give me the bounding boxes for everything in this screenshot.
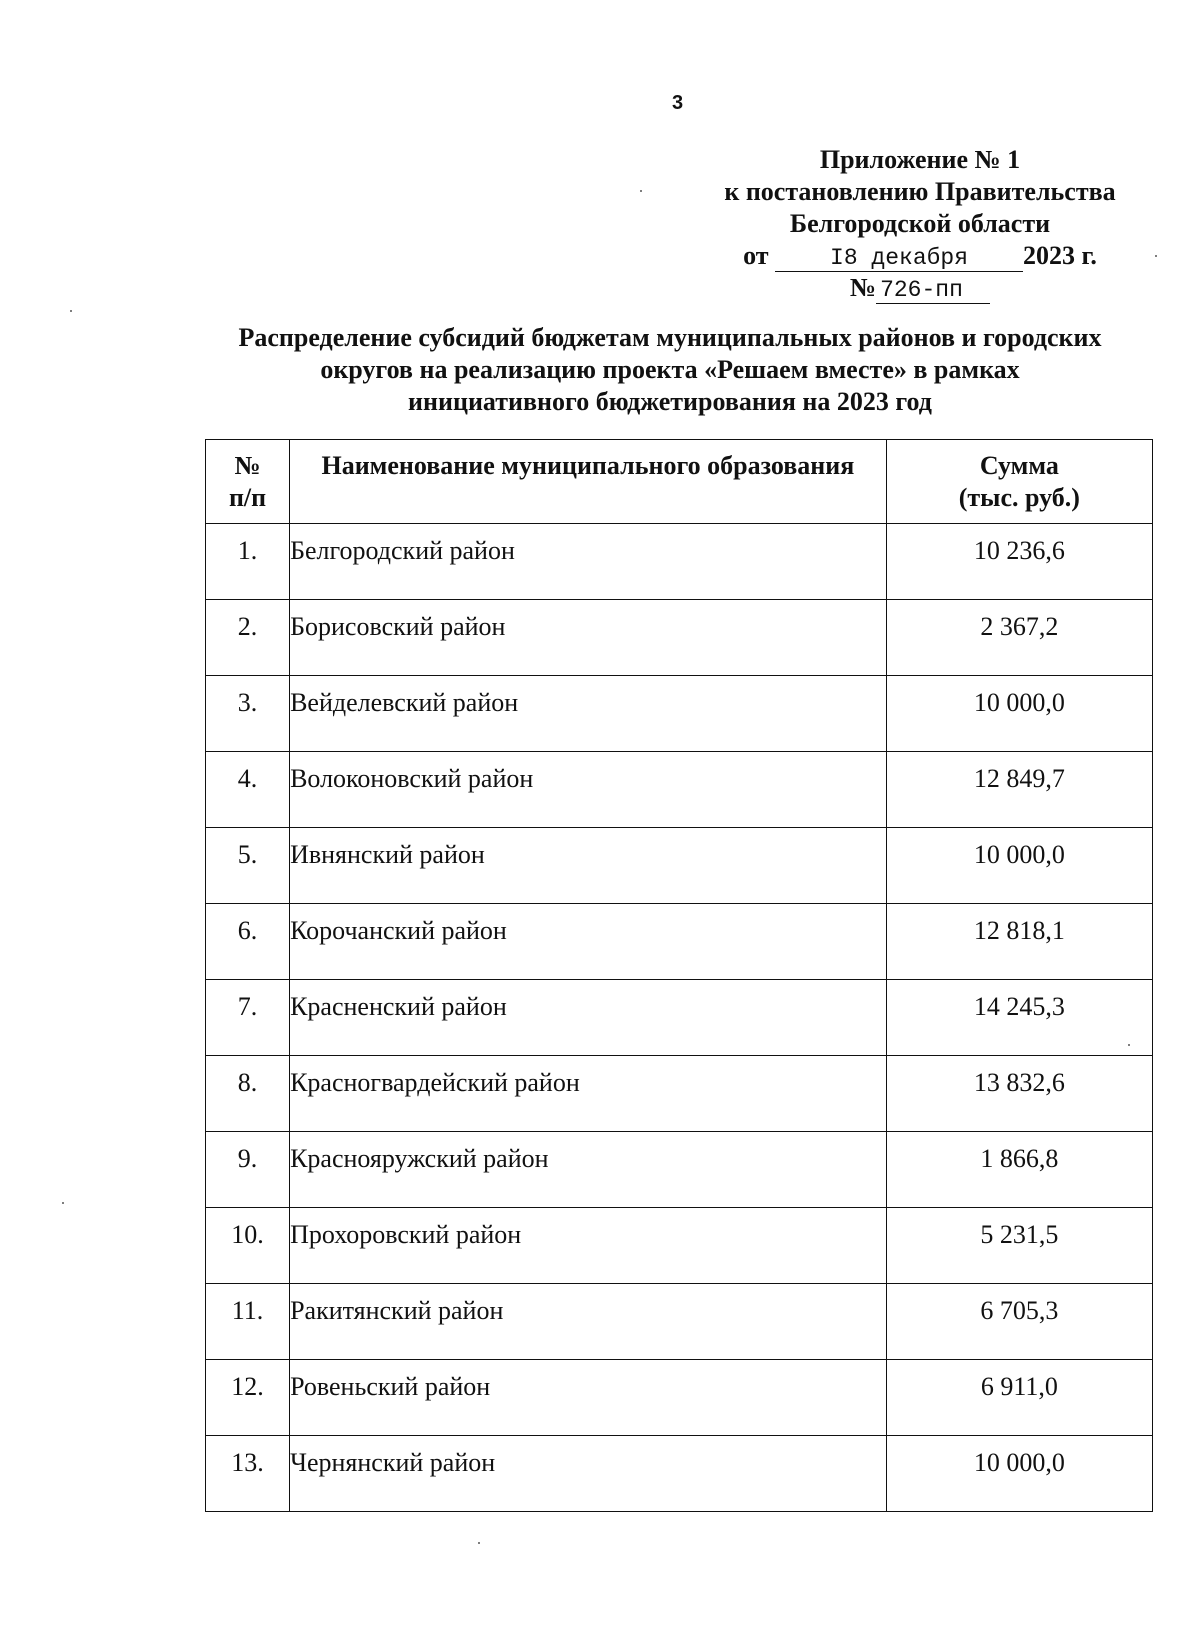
table-row bbox=[206, 1056, 1153, 1132]
document-title bbox=[200, 322, 1140, 418]
table-row bbox=[206, 904, 1153, 980]
subsidy-amount: 12 818,1 bbox=[886, 904, 1152, 980]
row-number: 8. bbox=[206, 1056, 290, 1132]
municipality-name: Ивнянский район bbox=[290, 828, 887, 904]
page-number: 3 bbox=[672, 92, 684, 114]
resolution-number: 726-пп bbox=[876, 277, 990, 304]
title-line-1: Распределение субсидий бюджетам муниципальных районов и городских bbox=[238, 323, 1102, 352]
municipality-name: Волоконовский район bbox=[290, 752, 887, 828]
header-name: Наименование муниципального образования bbox=[290, 440, 887, 524]
table-row bbox=[206, 1284, 1153, 1360]
subsidy-amount: 6 911,0 bbox=[886, 1360, 1152, 1436]
municipality-name: Вейделевский район bbox=[290, 676, 887, 752]
municipality-name: Корочанский район bbox=[290, 904, 887, 980]
scan-speck bbox=[640, 190, 642, 192]
table-row bbox=[206, 1132, 1153, 1208]
row-number: 9. bbox=[206, 1132, 290, 1208]
appendix-number-line bbox=[690, 272, 1150, 304]
municipality-name: Красненский район bbox=[290, 980, 887, 1056]
title-line-3: инициативного бюджетирования на 2023 год bbox=[408, 387, 932, 416]
row-number: 12. bbox=[206, 1360, 290, 1436]
subsidy-amount: 10 000,0 bbox=[886, 1436, 1152, 1512]
appendix-header bbox=[690, 144, 1150, 304]
table-row bbox=[206, 1360, 1153, 1436]
header-number bbox=[206, 440, 290, 524]
header-number-line1: № bbox=[234, 451, 261, 480]
header-number-line2: п/п bbox=[228, 483, 267, 512]
scan-speck bbox=[62, 1202, 64, 1204]
municipality-name: Прохоровский район bbox=[290, 1208, 887, 1284]
appendix-resolution: к постановлению Правительства bbox=[724, 177, 1116, 206]
appendix-title: Приложение № 1 bbox=[819, 145, 1021, 174]
row-number: 10. bbox=[206, 1208, 290, 1284]
subsidy-amount: 10 236,6 bbox=[886, 524, 1152, 600]
subsidy-amount: 2 367,2 bbox=[886, 600, 1152, 676]
table-row bbox=[206, 1436, 1153, 1512]
header-sum bbox=[886, 440, 1152, 524]
subsidy-amount: 12 849,7 bbox=[886, 752, 1152, 828]
scan-speck bbox=[1155, 255, 1157, 257]
table-row bbox=[206, 676, 1153, 752]
municipality-name: Ровеньский район bbox=[290, 1360, 887, 1436]
municipality-name: Борисовский район bbox=[290, 600, 887, 676]
municipality-name: Красногвардейский район bbox=[290, 1056, 887, 1132]
table-row bbox=[206, 980, 1153, 1056]
table-row bbox=[206, 828, 1153, 904]
municipality-name: Чернянский район bbox=[290, 1436, 887, 1512]
scan-speck bbox=[1128, 1044, 1130, 1046]
row-number: 2. bbox=[206, 600, 290, 676]
row-number: 3. bbox=[206, 676, 290, 752]
row-number: 4. bbox=[206, 752, 290, 828]
row-number: 6. bbox=[206, 904, 290, 980]
scan-speck bbox=[70, 310, 72, 312]
header-sum-line2: (тыс. руб.) bbox=[958, 483, 1080, 512]
table-row bbox=[206, 1208, 1153, 1284]
table-body bbox=[206, 524, 1153, 1512]
subsidy-amount: 14 245,3 bbox=[886, 980, 1152, 1056]
subsidy-amount: 6 705,3 bbox=[886, 1284, 1152, 1360]
municipality-name: Белгородский район bbox=[290, 524, 887, 600]
date-prefix: от bbox=[743, 241, 769, 270]
table-row bbox=[206, 600, 1153, 676]
row-number: 5. bbox=[206, 828, 290, 904]
subsidy-amount: 5 231,5 bbox=[886, 1208, 1152, 1284]
subsidy-amount: 1 866,8 bbox=[886, 1132, 1152, 1208]
subsidy-amount: 10 000,0 bbox=[886, 828, 1152, 904]
row-number: 7. bbox=[206, 980, 290, 1056]
date-suffix: 2023 г. bbox=[1023, 241, 1097, 270]
municipality-name: Краснояружский район bbox=[290, 1132, 887, 1208]
table-row bbox=[206, 752, 1153, 828]
table-header-row bbox=[206, 440, 1153, 524]
appendix-date-line bbox=[690, 240, 1150, 272]
resolution-date: I8 декабря bbox=[775, 245, 1023, 272]
title-line-2: округов на реализацию проекта «Решаем вместе» в рамках bbox=[320, 355, 1020, 384]
row-number: 11. bbox=[206, 1284, 290, 1360]
row-number: 1. bbox=[206, 524, 290, 600]
number-prefix: № bbox=[849, 273, 877, 302]
appendix-region: Белгородской области bbox=[789, 209, 1051, 238]
scan-speck bbox=[478, 1542, 480, 1544]
table-row bbox=[206, 524, 1153, 600]
subsidy-amount: 13 832,6 bbox=[886, 1056, 1152, 1132]
municipality-name: Ракитянский район bbox=[290, 1284, 887, 1360]
header-sum-line1: Сумма bbox=[979, 451, 1059, 480]
row-number: 13. bbox=[206, 1436, 290, 1512]
subsidy-amount: 10 000,0 bbox=[886, 676, 1152, 752]
subsidy-table bbox=[205, 439, 1153, 1512]
